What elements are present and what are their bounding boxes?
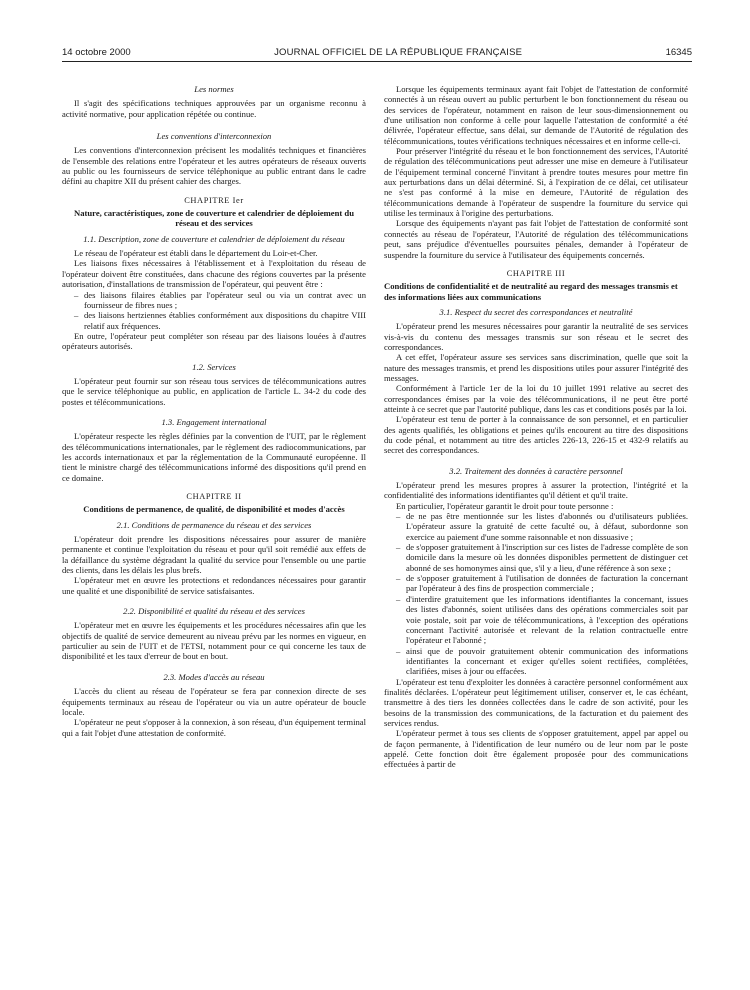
right-column bbox=[384, 84, 688, 770]
normes-heading: Les normes bbox=[194, 84, 234, 94]
section-3-2-heading: 3.2. Traitement des données à caractère personnel bbox=[449, 465, 623, 476]
header-date: 14 octobre 2000 bbox=[62, 46, 131, 58]
section-1-1-heading: 1.1. Description, zone de couverture et calendrier de déploiement du réseau bbox=[83, 233, 345, 244]
section-3-1-p4: L'opérateur est tenu de porter à la connaissance de son personnel, et en particulier des agents qualifiés, les obligations et peines qu'ils encourent au titre des dispositions du code pénal, et notamment au titre des articles 226-13, 226-15 et 432-9 relatifs au secret des correspondances. bbox=[384, 414, 688, 456]
section-2-3-p1: L'accès du client au réseau de l'opérateur se fera par connexion directe de ses équipements terminaux au réseau de l'opérateur ou via un autre opérateur de boucle locale. bbox=[62, 686, 366, 717]
section-1-1-p3: En outre, l'opérateur peut compléter son réseau par des liaisons louées à d'autres opérateurs autorisés. bbox=[62, 330, 366, 352]
section-2-3-p2: L'opérateur ne peut s'opposer à la connexion, à son réseau, d'un équipement terminal qui a fait l'objet d'une attestation de conformité. bbox=[62, 717, 366, 738]
section-3-2-p3: L'opérateur est tenu d'exploiter les données à caractère personnel conformément aux finalités déclarées. L'opérateur peut légitimement utiliser, conserver et, le cas échéant, transmettre à des tiers les données collectées dans le cadre de son activité, pour les besoins de la transmission des communications, de la facturation et du paiement des services rendus. bbox=[384, 676, 688, 728]
section-1-1-list bbox=[62, 290, 366, 331]
section-1-3-text: L'opérateur respecte les règles définies par la convention de l'UIT, par le règlement des télécommunications internationales, par le règlement des radiocommunications, par les accords internationaux et par la réglementation de la Communauté européenne. Il tient le ministre chargé des télécommunications informé des dispositions qu'il prend en ce domaine. bbox=[62, 431, 366, 483]
section-3-2-list bbox=[384, 511, 688, 677]
conventions-text: Les conventions d'interconnexion précisent les modalités techniques et financières de l'ensemble des relations entre l'opérateur et les autres opérateurs de réseaux ouverts au public ou les fournisseurs de service téléphonique au public entrant dans le cadre défini au chapitre XII du présent cahier des charges. bbox=[62, 145, 366, 187]
page-header bbox=[62, 45, 692, 59]
list-item: – des liaisons filaires établies par l'opérateur seul ou via un contrat avec un fournisseur de fibres nues ; bbox=[74, 290, 366, 311]
chapter-1-label: CHAPITRE Ier bbox=[184, 195, 244, 205]
chapter-3-title: Conditions de confidentialité et de neutralité au regard des messages transmis et des informations liées aux communications bbox=[384, 281, 678, 302]
section-3-1-heading: 3.1. Respect du secret des correspondances et neutralité bbox=[439, 306, 633, 317]
header-rule bbox=[62, 61, 692, 62]
header-journal-title: JOURNAL OFFICIEL DE LA RÉPUBLIQUE FRANÇAISE bbox=[274, 46, 523, 58]
list-item: – des liaisons hertziennes établies conformément aux dispositions du chapitre VIII relatif aux fréquences. bbox=[74, 310, 366, 331]
list-item: – de s'opposer gratuitement à l'utilisation de données de facturation la concernant par l'opérateur à des fins de prospection commerciale ; bbox=[396, 573, 688, 594]
right-p3: Lorsque des équipements n'ayant pas fait l'objet de l'attestation de conformité sont connectés au réseau de l'opérateur, l'Autorité de régulation des télécommunications peut, sans préjudice d'éventuelles poursuites pénales, demander à l'opérateur de suspendre la fourniture du service à l'utilisateur des équipements concernés. bbox=[384, 218, 688, 260]
section-3-2-p1: L'opérateur prend les mesures propres à assurer la protection, l'intégrité et la confidentialité des informations identifiantes qu'il détient et qu'il traite. bbox=[384, 480, 688, 501]
chapter-2-label: CHAPITRE II bbox=[186, 492, 242, 501]
chapter-3-label: CHAPITRE III bbox=[506, 268, 566, 278]
list-item: – d'interdire gratuitement que les informations identifiantes la concernant, issues des listes d'abonnés, soient utilisées dans des opérations commerciales soit par voie postale, soit par voie de télécommunications, à l'exception des opérations concernant l'activité autorisée et relevant de la relation contractuelle entre l'opérateur et l'abonné ; bbox=[396, 594, 688, 646]
section-1-1-p1: Le réseau de l'opérateur est établi dans le département du Loir-et-Cher. bbox=[74, 248, 318, 259]
section-2-1-p1: L'opérateur doit prendre les dispositions nécessaires pour assurer de manière permanente et continue l'exploitation du réseau et pour qu'il soit remédié aux effets de la défaillance du système dégradant la qualité du service pour l'ensemble ou une partie des clients, dans les délais les plus brefs. bbox=[62, 534, 366, 576]
section-3-1-p2: A cet effet, l'opérateur assure ses services sans discrimination, quelle que soit la nature des messages transmis, et prend les dispositions utiles pour assurer l'intégrité des messages. bbox=[384, 352, 688, 383]
chapter-1-title: Nature, caractéristiques, zone de couverture et calendrier de déploiement du réseau et des services bbox=[74, 208, 354, 229]
section-3-1-p1: L'opérateur prend les mesures nécessaires pour garantir la neutralité de ses services vis-à-vis du contenu des messages transmis sur son réseau et le secret des correspondances. bbox=[384, 321, 688, 352]
right-p2: Pour préserver l'intégrité du réseau et le bon fonctionnement des services, l'Autorité de régulation des télécommunications peut adresser une mise en demeure à l'utilisateur de l'équipement terminal concerné l'invitant à prendre toutes mesures pour mettre fin aux perturbations dans un délai déterminé. Si, à l'expiration de ce délai, cet utilisateur ne s'est pas conformé à la mise en demeure, l'Autorité de régulation des télécommunications demande à l'opérateur de suspendre la fourniture du service qui utilise les terminaux à l'origine des perturbations. bbox=[384, 146, 688, 219]
section-1-2-heading: 1.2. Services bbox=[192, 361, 236, 372]
header-page-number: 16345 bbox=[665, 46, 692, 58]
section-3-2-p2: En particulier, l'opérateur garantit le droit pour toute personne : bbox=[396, 500, 614, 511]
section-3-1-p3: Conformément à l'article 1er de la loi du 10 juillet 1991 relative au secret des correspondances émises par la voie des télécommunications, il ne peut être porté atteinte à ce secret que par l'autorité publique, dans les cas et conditions posés par la loi. bbox=[384, 383, 688, 414]
normes-text: Il s'agit des spécifications techniques approuvées par un organisme reconnu à activité normative, pour application répétée ou continue. bbox=[62, 98, 366, 119]
conventions-heading: Les conventions d'interconnexion bbox=[156, 131, 272, 142]
section-2-2-text: L'opérateur met en œuvre les équipements et les procédures nécessaires afin que les objectifs de qualité de service demeurent au niveau prévu par les normes en vigueur, en particulier au sein de l'UIT et de l'ETSI, notamment pour ce qui concerne les taux de disponibilité et les taux d'erreur de bout en bout. bbox=[62, 620, 366, 662]
left-column bbox=[62, 84, 366, 738]
right-p1: Lorsque les équipements terminaux ayant fait l'objet de l'attestation de conformité connectés à un réseau ouvert au public perturbent le bon fonctionnement du réseau ou des services de l'opérateur, notamment en raison de leur sous-dimensionnement ou d'une utilisation non conforme à celle pour laquelle l'attestation de conformité a été délivrée, l'opérateur effectue, sans délai, sur demande de l'Autorité de régulation des télécommunications, toutes vérifications techniques nécessaires et en informe celle-ci. bbox=[384, 84, 688, 146]
section-2-2-heading: 2.2. Disponibilité et qualité du réseau et des services bbox=[123, 606, 305, 617]
section-2-1-p2: L'opérateur met en œuvre les protections et redondances nécessaires pour garantir une qualité et une disponibilité de service satisfaisantes. bbox=[62, 575, 366, 596]
list-item: – de ne pas être mentionnée sur les listes d'abonnés ou d'utilisateurs publiées. L'opérateur assure la gratuité de cette faculté ou, à défaut, subordonne son exercice au paiement d'une somme raisonnable et non dissuasive ; bbox=[396, 511, 688, 542]
list-item: – de s'opposer gratuitement à l'inscription sur ces listes de l'adresse complète de son domicile dans la mesure où les données disponibles permettent de distinguer cet abonné de ses homonymes ainsi que, s'il y a lieu, d'une référence à son sexe ; bbox=[396, 542, 688, 573]
section-2-3-heading: 2.3. Modes d'accès au réseau bbox=[163, 671, 265, 682]
section-3-2-p4: L'opérateur permet à tous ses clients de s'opposer gratuitement, appel par appel ou de façon permanente, à l'identification de leur numéro ou de leur nom par le poste appelé. Cette fonction doit être également proposée pour des communications effectuées à partir de bbox=[384, 728, 688, 770]
section-2-1-heading: 2.1. Conditions de permanence du réseau et des services bbox=[116, 519, 312, 530]
section-1-3-heading: 1.3. Engagement international bbox=[161, 416, 267, 427]
section-1-1-p2: Les liaisons fixes nécessaires à l'établissement et à l'exploitation du réseau de l'opérateur doivent être constituées, dans chacune des régions couvertes par la présente autorisation, d'installations de transmission de l'opérateur, qui peuvent être : bbox=[62, 258, 366, 290]
section-1-2-text: L'opérateur peut fournir sur son réseau tous services de télécommunications autres que le service téléphonique au public, en application de l'article L. 34-2 du code des postes et télécommunications. bbox=[62, 375, 366, 407]
list-item: – ainsi que de pouvoir gratuitement obtenir communication des informations identifiantes la concernant et exiger qu'elles soient rectifiées, complétées, clarifiées, mises à jour ou effacées. bbox=[396, 646, 688, 677]
chapter-2-title: Conditions de permanence, de qualité, de disponibilité et modes d'accès bbox=[83, 504, 345, 515]
